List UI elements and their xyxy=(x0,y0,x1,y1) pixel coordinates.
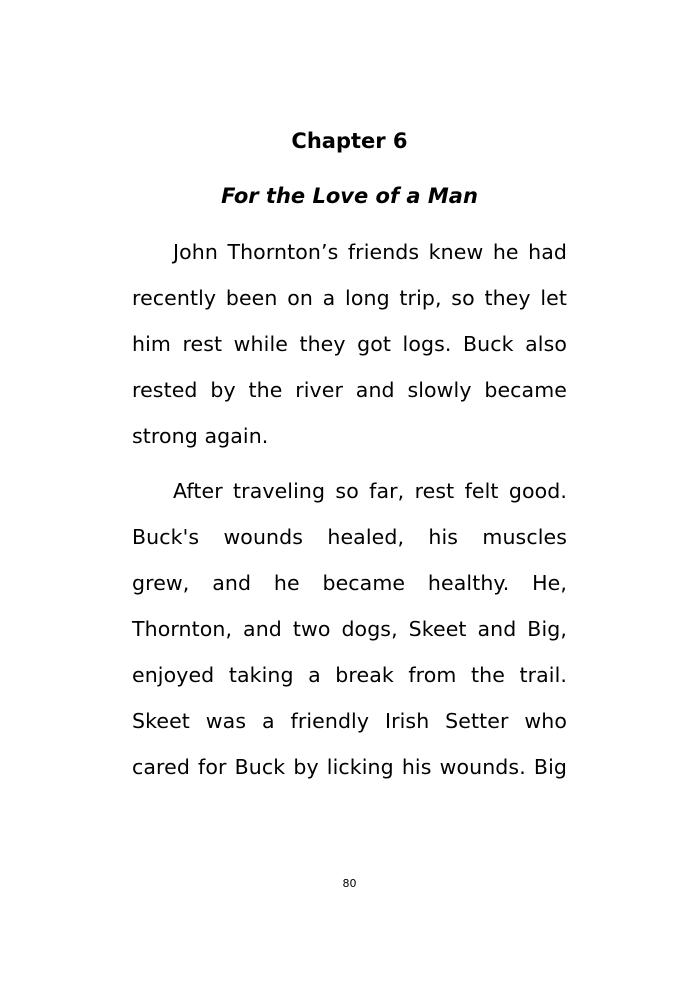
page-number: 80 xyxy=(342,877,357,890)
paragraph-line: Skeet was a friendly Irish Setter who xyxy=(132,709,567,733)
paragraph-line: John Thornton’s friends knew he had xyxy=(173,240,567,264)
chapter-title: Chapter 6 xyxy=(291,129,408,153)
paragraph-line: Buck's wounds healed, his muscles xyxy=(132,525,567,549)
paragraph-line: grew, and he became healthy. He, xyxy=(132,571,567,595)
paragraph-line: strong again. xyxy=(132,424,269,448)
paragraph-line: enjoyed taking a break from the trail. xyxy=(132,663,567,687)
paragraph-line: recently been on a long trip, so they let xyxy=(132,286,567,310)
paragraph-line: rested by the river and slowly became xyxy=(132,378,567,402)
paragraph-line: Thornton, and two dogs, Skeet and Big, xyxy=(132,617,567,641)
chapter-subtitle: For the Love of a Man xyxy=(221,184,478,208)
paragraph-line: him rest while they got logs. Buck also xyxy=(132,332,567,356)
paragraph-line: After traveling so far, rest felt good. xyxy=(173,479,567,503)
paragraph-line: cared for Buck by licking his wounds. Big xyxy=(132,755,567,779)
